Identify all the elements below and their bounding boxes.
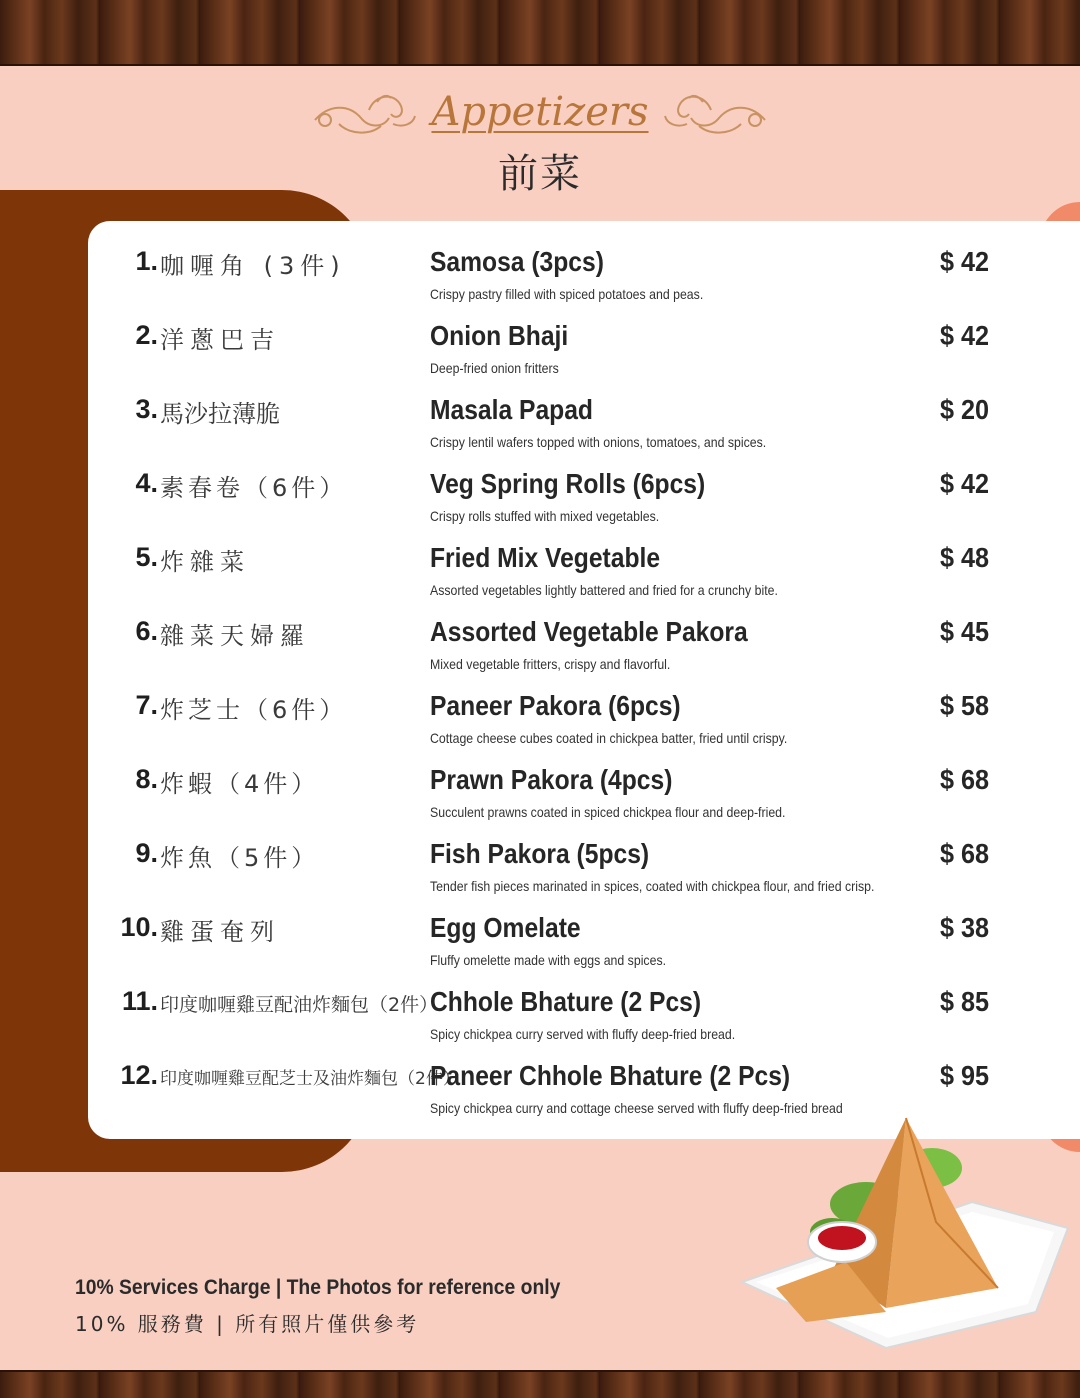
item-number: 9.	[135, 838, 158, 868]
menu-item	[0, 690, 1080, 764]
item-english-name: Onion Bhaji	[430, 320, 569, 351]
item-chinese-name: 印度咖喱雞豆配油炸麵包（2件）	[160, 994, 439, 1016]
item-english-name: Chhole Bhature (2 Pcs)	[430, 986, 702, 1017]
item-number: 12.	[120, 1060, 158, 1090]
item-number: 7.	[135, 690, 158, 720]
menu-item	[0, 468, 1080, 542]
item-description: Cottage cheese cubes coated in chickpea batter, fried until crispy.	[430, 730, 788, 746]
menu-item	[0, 320, 1080, 394]
item-price: $ 48	[940, 542, 990, 573]
item-number: 5.	[135, 542, 158, 572]
title-row	[0, 84, 1080, 140]
item-price: $ 20	[940, 394, 990, 425]
wood-bottom-border	[0, 1370, 1080, 1398]
item-price: $ 95	[940, 1060, 990, 1091]
item-chinese-name: 素春卷（6件）	[160, 474, 348, 502]
item-chinese-name: 雞蛋奄列	[160, 918, 280, 946]
item-number: 1.	[135, 246, 158, 276]
item-english-name: Samosa (3pcs)	[430, 246, 604, 277]
item-number: 4.	[135, 468, 158, 498]
item-description: Tender fish pieces marinated in spices, coated with chickpea flour, and fried crisp.	[430, 878, 875, 894]
item-english-name: Paneer Pakora (6pcs)	[430, 690, 681, 721]
samosa-photo-icon	[736, 1112, 1072, 1352]
item-chinese-name: 印度咖喱雞豆配芝士及油炸麵包（2件）	[160, 1069, 460, 1089]
item-description: Succulent prawns coated in spiced chickpea flour and deep-fried.	[430, 804, 786, 820]
item-number: 3.	[135, 394, 158, 424]
item-chinese-name: 咖喱角 (3件)	[160, 252, 346, 280]
item-english-name: Fried Mix Vegetable	[430, 542, 661, 573]
item-chinese-name: 炸雜菜	[160, 548, 250, 576]
item-description: Spicy chickpea curry and cottage cheese served with fluffy deep-fried bread	[430, 1100, 843, 1116]
item-number: 10.	[120, 912, 158, 942]
item-price: $ 42	[940, 468, 990, 499]
item-english-name: Assorted Vegetable Pakora	[430, 616, 748, 647]
item-english-name: Prawn Pakora (4pcs)	[430, 764, 673, 795]
menu-item	[0, 394, 1080, 468]
item-price: $ 85	[940, 986, 990, 1017]
item-description: Crispy lentil wafers topped with onions, tomatoes, and spices.	[430, 434, 767, 450]
section-title-english: Appetizers	[431, 89, 649, 135]
item-price: $ 68	[940, 764, 990, 795]
menu-item	[0, 912, 1080, 986]
item-number: 8.	[135, 764, 158, 794]
item-english-name: Masala Papad	[430, 394, 593, 425]
item-description: Fluffy omelette made with eggs and spices.	[430, 952, 667, 968]
item-english-name: Fish Pakora (5pcs)	[430, 838, 650, 869]
item-description: Mixed vegetable fritters, crispy and flavorful.	[430, 656, 671, 672]
menu-item	[0, 764, 1080, 838]
swirl-ornament-icon	[661, 84, 771, 140]
menu-item	[0, 246, 1080, 320]
item-chinese-name: 雜菜天婦羅	[160, 622, 310, 650]
item-english-name: Paneer Chhole Bhature (2 Pcs)	[430, 1060, 791, 1091]
footer-note-english: 10% Services Charge | The Photos for reference only	[75, 1276, 561, 1299]
item-description: Crispy rolls stuffed with mixed vegetables.	[430, 508, 660, 524]
item-price: $ 68	[940, 838, 990, 869]
item-description: Crispy pastry filled with spiced potatoes and peas.	[430, 286, 704, 302]
menu-item	[0, 986, 1080, 1060]
item-chinese-name: 炸魚（5件）	[160, 844, 320, 872]
item-chinese-name: 炸蝦（4件）	[160, 770, 320, 798]
item-price: $ 42	[940, 320, 990, 351]
footer-note-chinese: 10% 服務費 | 所有照片僅供參考	[75, 1312, 420, 1336]
item-chinese-name: 炸芝士（6件）	[160, 696, 348, 724]
item-description: Spicy chickpea curry served with fluffy deep-fried bread.	[430, 1026, 736, 1042]
section-title-chinese: 前菜	[498, 151, 582, 197]
item-description: Assorted vegetables lightly battered and fried for a crunchy bite.	[430, 582, 778, 598]
item-price: $ 58	[940, 690, 990, 721]
menu-item	[0, 542, 1080, 616]
item-description: Deep-fried onion fritters	[430, 360, 559, 376]
menu-item	[0, 838, 1080, 912]
menu-footer	[75, 1276, 603, 1337]
menu-header	[0, 84, 1080, 199]
item-price: $ 38	[940, 912, 990, 943]
item-number: 6.	[135, 616, 158, 646]
item-english-name: Veg Spring Rolls (6pcs)	[430, 468, 706, 499]
item-price: $ 45	[940, 616, 990, 647]
swirl-ornament-icon	[309, 84, 419, 140]
item-number: 2.	[135, 320, 158, 350]
item-price: $ 42	[940, 246, 990, 277]
item-chinese-name: 馬沙拉薄脆	[160, 400, 280, 428]
item-chinese-name: 洋蔥巴吉	[160, 326, 280, 354]
item-number: 11.	[121, 986, 158, 1016]
menu-item	[0, 616, 1080, 690]
wood-top-border	[0, 0, 1080, 66]
item-english-name: Egg Omelate	[430, 912, 581, 943]
